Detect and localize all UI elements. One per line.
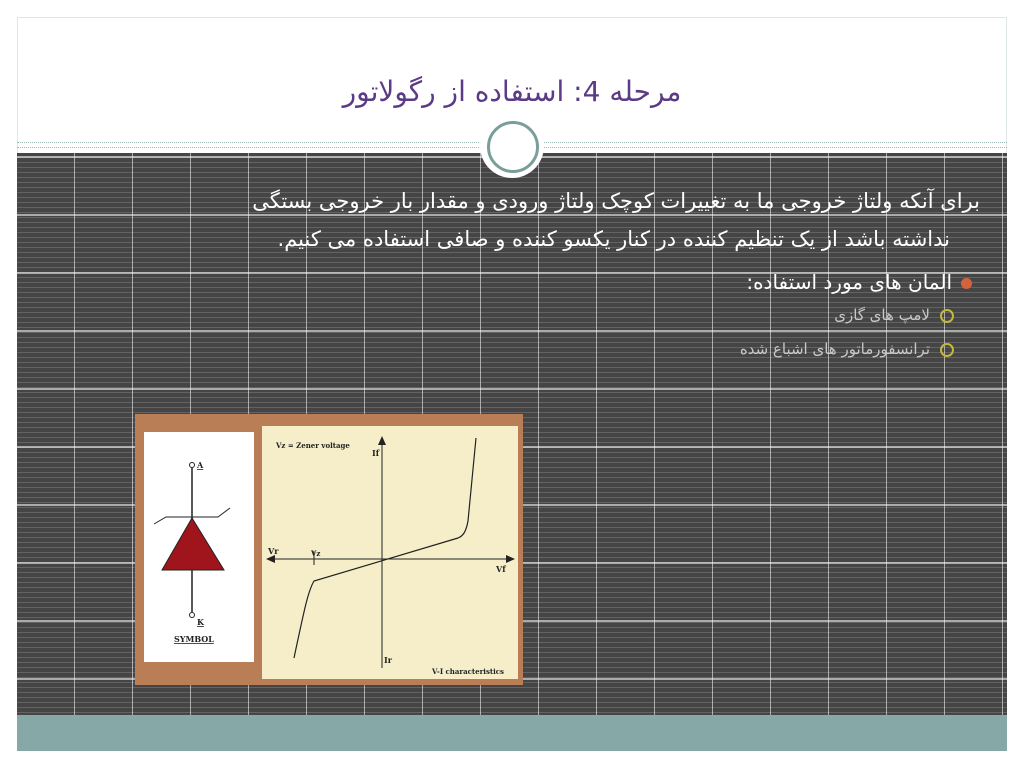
vi-characteristics-panel — [262, 426, 518, 679]
ir-axis-label: Ir — [384, 655, 392, 665]
ring-bullet-icon — [940, 343, 954, 357]
symbol-caption: SYMBOL — [174, 634, 214, 644]
slide-title: مرحله 4: استفاده از رگولاتور — [342, 75, 682, 108]
zener-diode-figure — [135, 414, 523, 685]
intro-line-2: نداشته باشد از یک تنظیم کننده در کنار یکسو کننده و صافی استفاده می کنیم. — [277, 227, 950, 251]
vi-characteristics-graph — [262, 426, 518, 679]
sub-item-text: لامپ های گازی — [834, 306, 930, 324]
if-axis-label: If — [372, 448, 380, 458]
graph-caption: V-I characteristics — [432, 667, 504, 676]
vf-axis-label: Vf — [496, 564, 506, 574]
ring-bullet-icon — [940, 309, 954, 323]
zener-symbol-panel — [144, 432, 254, 662]
sub-item-text: ترانسفورماتور های اشباع شده — [739, 340, 930, 358]
footer-bar — [17, 715, 1007, 751]
intro-line-1: برای آنکه ولتاژ خروجی ما به تغییرات کوچک ولتاژ ورودی و مقدار بار خروجی بستگی — [252, 189, 980, 213]
bullet-dot-icon — [961, 278, 972, 289]
sub-item — [90, 306, 990, 324]
zener-diode-symbol-icon — [144, 432, 254, 662]
slide-content — [90, 182, 990, 358]
sub-item — [90, 340, 990, 358]
bullet-item — [90, 270, 990, 294]
graph-title: Vz = Zener voltage — [276, 441, 350, 450]
vr-axis-label: Vr — [268, 546, 279, 556]
bullet-text: المان های مورد استفاده: — [746, 270, 952, 294]
divider-circle-ornament — [487, 121, 539, 173]
vz-marker-label: Vz — [311, 549, 321, 558]
cathode-label: K — [197, 617, 204, 627]
anode-label: A — [197, 460, 204, 470]
